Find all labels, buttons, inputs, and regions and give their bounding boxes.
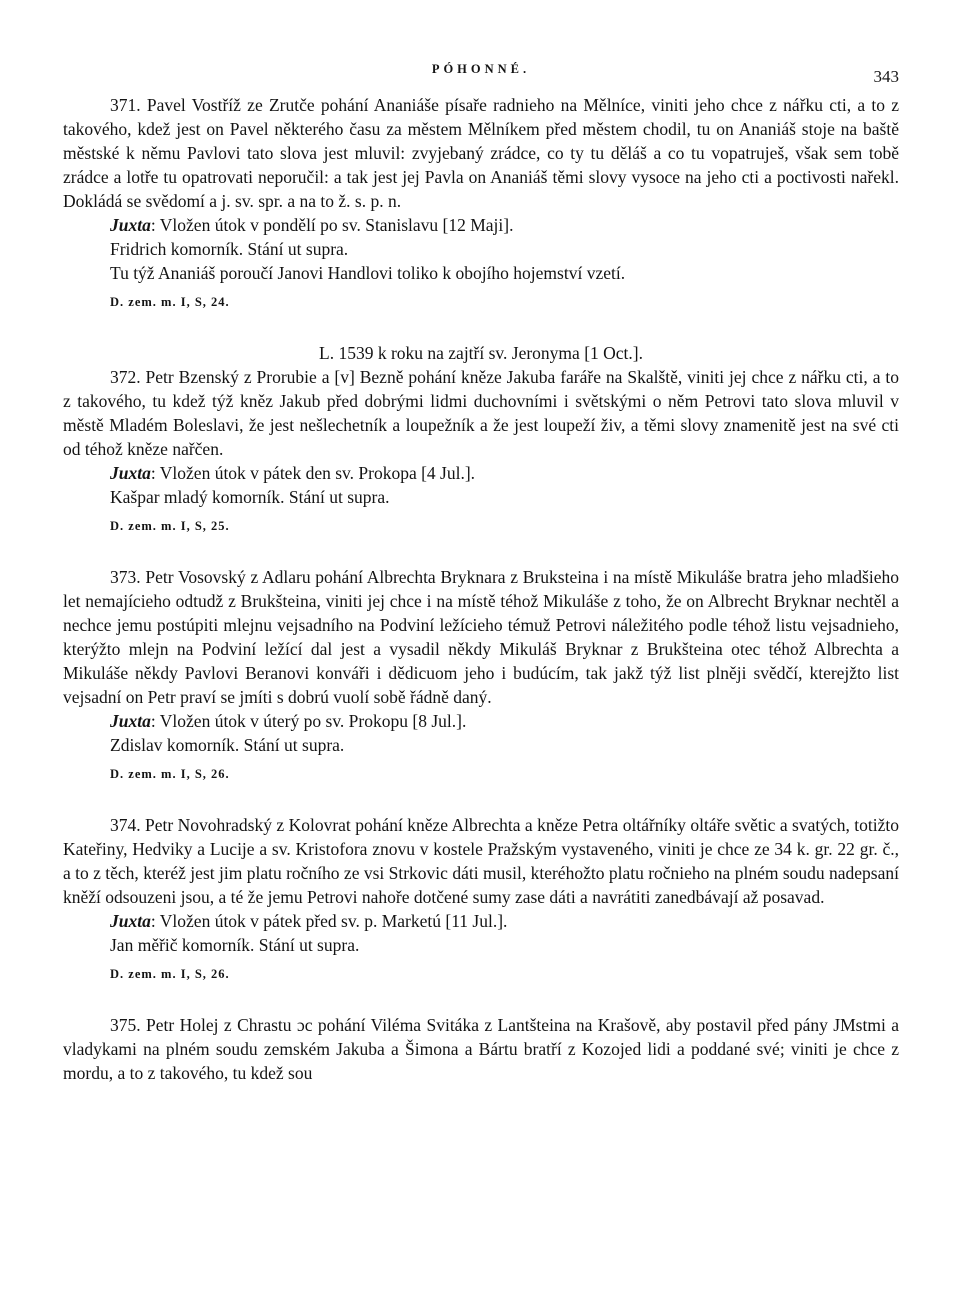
juxta-text: : Vložen útok v pondělí po sv. Stanislavu [12 Maji]. [150, 215, 514, 235]
juxta-label: Juxta [110, 215, 151, 235]
entry-372-juxta [63, 461, 899, 485]
entry-373-text: 373. Petr Vosovský z Adlaru pohání Albrechta Bryknara z Bruksteina i na místě Mikuláše bratra jeho mladšieho let nemajícieho odtudž z Brukšteina, viniti jej chce i na místě téhož Mikuláše z toho, že on Albrecht Bryknar nechtěl a nechce jemu postúpiti mlejnu vejsadního na Podviní ležícieho témuž Petrovi náležitého podle téhož listu vejsadnieho, kterýžto mlejn na Podviní ležící dal jest a vysadil někdy Mikuláš Bryknar z Brukšteina otec téhož Albrechta a Mikuláše někdy Pavlovi Beranovi konváři i dědicuom jeho i budúcím, tak jakž týž list plněji svědčí, kterejžto list vejsadní on Petr praví se jmíti s dobrú vuolí sobě řádně daný. [63, 567, 899, 707]
document-page [63, 55, 899, 1085]
entry-372-source: D. zem. m. I, S, 25. [110, 519, 230, 533]
entry-371-text: 371. Pavel Vostříž ze Zrutče pohání Ananiáše písaře radnieho na Mělníce, viniti jeho chce z nářku cti, a to z takového, kdež jest on Pavel některého času za městem Mělníkem před městem chodil, tu on Ananiáš stoje na baště městské k němu Pavlovi tato slova jest mluvil: zvyjebaný zrádce, co ty tu děláš a co tu vopatruješ, však sem tobě zrádce a lotře tu opatrovati neporučil: a tak jest jej Pavla on Ananiáš těmi slovy vysoce na jeho cti a poctivosti nařekl. Dokládá se svědomí a j. sv. spr. a na to ž. s. p. n. [63, 95, 899, 211]
section-gap [63, 538, 899, 565]
entry-371-juxta [63, 213, 899, 237]
entry-373-chamberlain: Zdislav komorník. Stání ut supra. [110, 735, 345, 755]
entry-371-chamberlain: Fridrich komorník. Stání ut supra. [110, 239, 349, 259]
entry-373-juxta [63, 709, 899, 733]
section-gap [63, 986, 899, 1013]
section-gap [63, 786, 899, 813]
page-header [63, 55, 899, 93]
year-heading: L. 1539 k roku na zajtří sv. Jeronyma [1 Oct.]. [319, 343, 643, 363]
juxta-label: Juxta [110, 911, 151, 931]
entry-374-juxta [63, 909, 899, 933]
entry-375-text: 375. Petr Holej z Chrastu ɔc pohání Viléma Svitáka z Lantšteina na Krašově, aby postavil před pány JMstmi a vladykami na plném soudu zemském Jakuba a Šimona a Bártu bratří z Kozojed lidi a poddané své; viniti je chce z mordu, a to z takového, tu kdež sou [63, 1015, 899, 1083]
entry-371-note: Tu týž Ananiáš poroučí Janovi Handlovi toliko k obojího hojemství vzetí. [110, 263, 626, 283]
page-number: 343 [873, 67, 899, 86]
entry-373-source: D. zem. m. I, S, 26. [110, 767, 230, 781]
entry-371-source: D. zem. m. I, S, 24. [110, 295, 230, 309]
running-head: PÓHONNÉ. [431, 62, 531, 76]
entry-372-text: 372. Petr Bzenský z Prorubie a [v] Bezně pohání kněze Jakuba faráře na Skalště, viniti jej chce z nářku cti, a to z takového, tu kdež týž kněz Jakub před dobrými lidmi duchovními i světskými o něm Petrovi tato slova mluvil v městě Mladém Boleslavi, že jest nešlechetník a loupežník a že jest loupeží živ, a těmi slovy znamenitě jest na své cti od téhož kněze nařčen. [63, 367, 899, 459]
juxta-text: : Vložen útok v pátek před sv. p. Marketú [11 Jul.]. [150, 911, 508, 931]
juxta-label: Juxta [110, 711, 151, 731]
entry-374-text: 374. Petr Novohradský z Kolovrat pohání kněze Albrechta a kněze Petra oltářníky oltáře světic a svatých, totižto Kateřiny, Hedviky a Lucije a sv. Kristofora znovu v kostele Pražským vystaveného, viniti je chce ze 34 k. gr. 22 gr. č., a to z těch, kteréž jest jim platu ročního ze vsi Strkovic dáti musil, kteréhožto platu ročnieho na plném soudu nadepsaní kněží odsouzeni jsou, a té že jemu Petrovi nahoře dotčené sumy zase dáti a navrátiti zanedbávají až posavad. [63, 815, 899, 907]
entry-372-chamberlain: Kašpar mladý komorník. Stání ut supra. [110, 487, 390, 507]
entry-374-chamberlain: Jan měřič komorník. Stání ut supra. [110, 935, 360, 955]
juxta-text: : Vložen útok v pátek den sv. Prokopa [4 Jul.]. [150, 463, 476, 483]
juxta-text: : Vložen útok v úterý po sv. Prokopu [8 Jul.]. [150, 711, 467, 731]
juxta-label: Juxta [110, 463, 151, 483]
section-gap [63, 314, 899, 341]
entry-374-source: D. zem. m. I, S, 26. [110, 967, 230, 981]
